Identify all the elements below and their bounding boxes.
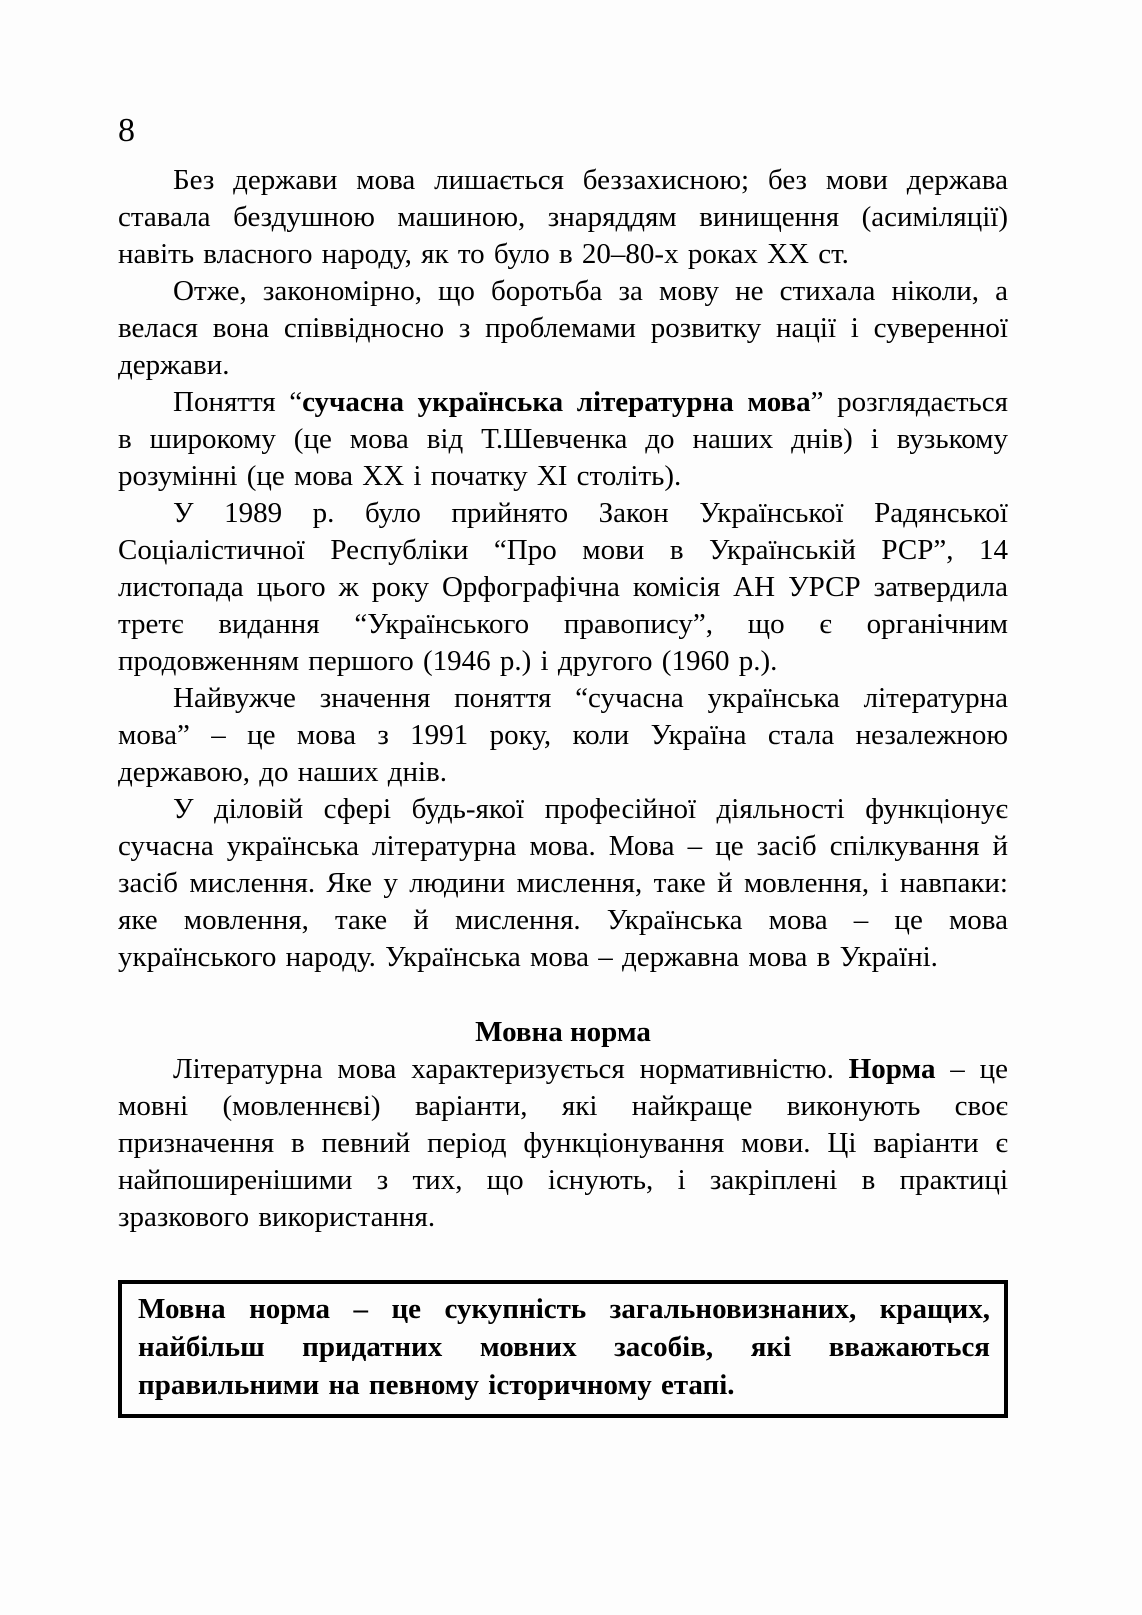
paragraph-concept-post-text: ” розглядається в широкому (це мова від Т.Шевченка до наших днів) і вузькому розумінні (це мова ХХ і початку ХІ століть). xyxy=(118,386,1008,492)
paragraph-concept-pre-text: Поняття “ xyxy=(173,386,303,418)
page-body xyxy=(118,162,1008,1418)
section-heading-language-norm: Мовна норма xyxy=(475,1016,651,1048)
definition-box xyxy=(118,1280,1008,1418)
paragraph-concept-modern-language xyxy=(118,384,1008,495)
paragraph-business-sphere: У діловій сфері будь-якої професійної діяльності функціонує сучасна українська літературна мова. Мова – це засіб спілкування й засіб мислення. Яке у людини мислення, таке й мовлення, і навпаки: яке мовлення, таке й мислення. Українська мова – це мова українського народу. Українська мова – державна мова в Україні. xyxy=(118,793,1008,973)
paragraph-concept-bold-term: сучасна українська літературна мова xyxy=(302,386,811,418)
paragraph-norm-pre-text: Літературна мова характеризується нормативністю. xyxy=(173,1053,849,1085)
paragraph-narrow-meaning: Найвужче значення поняття “сучасна українська літературна мова” – це мова з 1991 року, коли Україна стала незалежною державою, до наших днів. xyxy=(118,682,1008,788)
definition-box-text: Мовна норма – це сукупність загальновизнаних, кращих, найбільш придатних мовних засобів, які вважаються правильними на певному історичному етапі. xyxy=(138,1293,990,1401)
paragraph-norm-post-text: – це мовні (мовленнєві) варіанти, які найкраще виконують своє призначення в певний період функціонування мови. Ці варіанти є найпоширенішими з тих, що існують, і закріплені в практиці зразкового використання. xyxy=(118,1053,1008,1233)
paragraph-literary-norm xyxy=(118,1051,1008,1236)
paragraph-norm-bold-term: Норма xyxy=(848,1053,936,1085)
paragraph-struggle-for-language: Отже, закономірно, що боротьба за мову не стихала ніколи, а велася вона співвідносно з проблемами розвитку нації і суверенної держави. xyxy=(118,275,1008,381)
paragraph-without-state: Без держави мова лишається беззахисною; без мови держава ставала бездушною машиною, знаряддям винищення (асиміляції) навіть власного народу, як то було в 20–80-х роках ХХ ст. xyxy=(118,164,1008,270)
page-number: 8 xyxy=(118,112,135,149)
paragraph-law-1989: У 1989 р. було прийнято Закон Української Радянської Соціалістичної Республіки “Про мови в Українській РСР”, 14 листопада цього ж року Орфографічна комісія АН УРСР затвердила третє видання “Українського правопису”, що є органічним продовженням першого (1946 р.) і другого (1960 р.). xyxy=(118,497,1008,677)
